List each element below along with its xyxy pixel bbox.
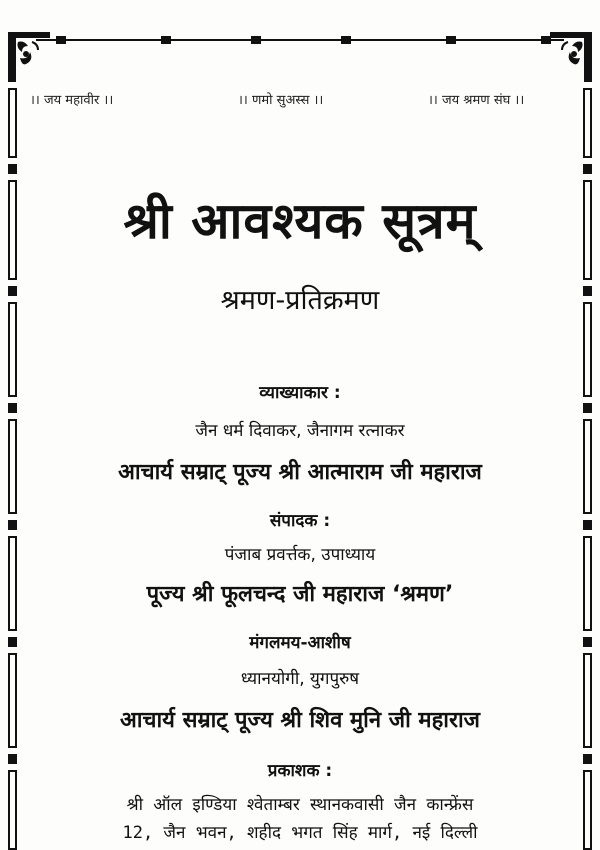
top-border-rule (36, 36, 564, 43)
blessing-role: ध्यानयोगी, युगपुरुष (240, 669, 360, 689)
motto-center: ।। णमो सुअस्स ।। (238, 93, 324, 108)
book-title: श्री आवश्यक सूत्रम् (123, 192, 477, 250)
blessing-name: आचार्य सम्राट् पूज्य श्री शिव मुनि जी महाराज (120, 708, 480, 733)
commentator-role: जैन धर्म दिवाकर, जैनागम रत्नाकर (195, 421, 405, 441)
editor-role: पंजाब प्रवर्त्तक, उपाध्याय (224, 545, 376, 565)
motto-left: ।। जय महावीर ।। (30, 93, 114, 108)
editor-name: पूज्य श्री फूलचन्द जी महाराज ‘श्रमण’ (146, 582, 454, 607)
right-border (583, 88, 592, 846)
editor-heading: संपादक : (269, 511, 331, 531)
blessing-heading: मंगलमय-आशीष (249, 633, 351, 653)
motto-right: ।। जय श्रमण संघ ।। (428, 93, 525, 108)
publisher-address: 12, जैन भवन, शहीद भगत सिंह मार्ग, नई दिल्ली (122, 823, 478, 843)
commentator-heading: व्याख्याकार : (259, 383, 341, 403)
publisher-heading: प्रकाशक : (267, 761, 333, 781)
commentator-name: आचार्य सम्राट् पूज्य श्री आत्माराम जी महाराज (118, 460, 482, 485)
left-border (8, 88, 17, 846)
book-subtitle: श्रमण-प्रतिक्रमण (220, 285, 380, 316)
publisher-name: श्री ऑल इण्डिया श्वेताम्बर स्थानकवासी जैन कान्फ्रेंस (126, 795, 474, 815)
